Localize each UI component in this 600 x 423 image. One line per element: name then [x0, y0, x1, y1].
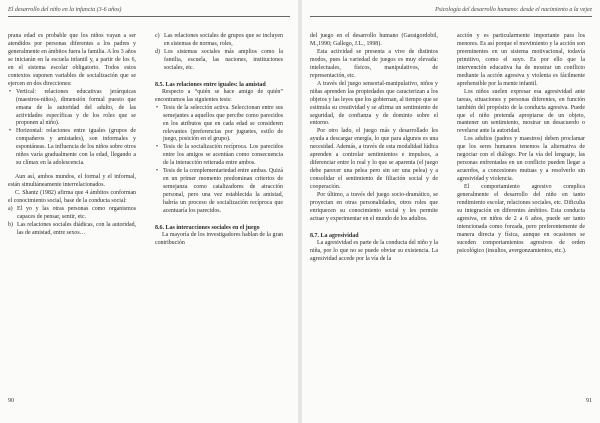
text-column [155, 33, 283, 248]
left-page [0, 0, 298, 423]
text-column [457, 33, 585, 256]
list-item: b) Las relaciones sociales diádicas, con la autoridad, las de amistad, entre sexos… [8, 221, 136, 236]
running-header: El desarrollo del niño en la infancia (3-6 años) [8, 7, 122, 13]
section-heading: 8.7. La agresividad [310, 232, 359, 239]
section-heading: 8.6. Las interacciones sociales en el juego [155, 225, 260, 232]
paragraph: Aun así, ambos mundos, el formal y el informal, están simultáneamente interrelacionados. [8, 174, 136, 189]
list-item: • Horizontal: relaciones entre iguales (grupos de compañeros y amistades), son informales y espontáneas. La influencia de los niños sobre otros niños varía gradualmente con la edad, llegando a su clímax en la adolescencia. [8, 128, 136, 168]
list-item: d) Los sistemas sociales más amplios como la familia, escuela, las naciones, instituciones sociales, etc. [155, 48, 283, 71]
page-number: 91 [586, 398, 592, 404]
paragraph: prana edad es probable que los niños vayan a ser atendidos por personas diferentes a los padres y generalmente en ámbitos fuera la familia. A los 3 años se iniciarán en la escuela infantil y, a partir de los 6, en el sistema escolar obligatorio. Todos estos contextos suponen variables de socialización que se ejercen en dos direcciones: [8, 33, 136, 87]
list-item: • Tesis de la selección activa. Seleccionan entre sus semejantes a aquellos que percibe como parecidos en los atributos que en cada edad se consideren relevantes (preferencias por juguetes, estilo de juego, posición en el grupo). [155, 105, 283, 145]
running-header: Psicología del desarrollo humano: desde el nacimiento a la vejez [435, 7, 592, 13]
bullet-list [8, 89, 136, 169]
page-number: 90 [8, 398, 14, 404]
lettered-list [155, 33, 283, 73]
section-heading: 8.5. Las relaciones entre iguales: la amistad [155, 81, 266, 88]
paragraph: El comportamiento agresivo complica generalmente el desarrollo del niño en tanto rendimiento escolar, relaciones sociales, etc. Dificulta su integración en diferentes ámbitos. Esta conducta agresiva, en niños de 2 a 6 años, puede ser tanto intencionada como forzada, pero preferentemente de manera directa y física, aunque en ocasiones se suceden comportamientos agresivos de orden psicológico (insultos, avergonzamientos, etc.). [457, 184, 585, 254]
right-page [302, 0, 600, 423]
bullet-list [155, 105, 283, 216]
paragraph: Los niños suelen expresar esa agresividad ante tareas, situaciones y personas diferentes, en función también del propósito de la conducta agresiva. Puede que el niño pretenda apropiarse de un objeto, mantener un sentimiento, mostrar un desacuerdo o revelarse ante la autoridad. [457, 88, 585, 135]
header-rule [310, 16, 592, 17]
paragraph: La agresividad es parte de la conducta del niño y la niña, por lo que no se puede obviar su existencia. La agresividad accede por la vía de la [310, 239, 438, 262]
lettered-list [8, 206, 136, 238]
paragraph: acción y es particularmente importante para los menores. Es así porque el movimiento y la acción son preeminentes en un sistema motivacional, todavía primitivo, como el suyo. Es por ello que la intervención educativa ha de mostrar un conflicto mediante la acción agresiva y violenta es fácilmente aprehensible por la mente infantil. [457, 33, 585, 87]
paragraph: A través del juego sensorial-manipulativo, niños y niñas aprenden las propiedades que caracterizan a los objetos y las leyes que los gobiernan, al tiempo que se estimula su creatividad y se afirma un sentimiento de seguridad, de confianza y de dominio sobre el entorno. [310, 80, 438, 127]
paragraph: La mayoría de los investigadores hablan de la gran contribución [155, 232, 283, 246]
paragraph: Por otro lado, el juego más y desarrollado les ayuda a descargar energía, lo que para algunos es una necesidad. Además, a través de esta modalidad lúdica aprenden a controlar sentimientos e impulsos, a diferenciar entre lo real y lo que se aparenta (el juego debe parecer una pelea pero sin ser una pelea) y a consolidar el sentimiento de filiación social y de cooperación. [310, 128, 438, 191]
paragraph: del juego en el desarrollo humano (Garaigordobil, M.,1990; Gallego, J.L., 1998). [310, 33, 438, 47]
list-item: • Tesis de la complementariedad entre ambas. Quizá en un primer momento predominan criterios de semejanza como catalizadores de atracción personal, pero una vez establecida la amistad, habría un proceso de socialización recíproca que acentuaría los parecidos. [155, 168, 283, 216]
paragraph: Esta actividad se presenta a vive de distintos modos, pues la variedad de juegos es muy elevada: intelectuales, físicos, manipulativos, de representación, etc. [310, 48, 438, 79]
list-item: • Vertical: relaciones educativas jerárquicas (maestros-niños), dimensión formal puesto que emana de la autoridad del adulto, de las actividades específicas y de los roles que se proponen al niño). [8, 89, 136, 129]
list-item: c) Las relaciones sociales de grupos que se incluyen en sistemas de normas, roles, [155, 33, 283, 47]
list-item: • Tesis de la socialización recíproca. Los parecidos entre los amigos se acentúan como consecuencia de la interacción reiterada entre ambos. [155, 144, 283, 168]
header-rule [8, 16, 290, 17]
paragraph: Los adultos (padres y maestros) deben proclamar que los seres humanos tenemos la alternativa de negociar con el diálogo. Por la vía del lenguaje, las personas enfrentadas en un conflicto pueden llegar a acuerdos, a concesiones mutuas y a resolverlo sin agresividad y violencia. [457, 136, 585, 183]
paragraph: Por último, a través del juego socio-dramático, se proyectan en otras personalidades, otros roles que enriquecen su conocimiento social y les permite actuar y experimentar en el mundo de los adultos. [310, 192, 438, 222]
list-item: a) El yo y las otras personas como organismos capaces de pensar, sentir, etc. [8, 206, 136, 220]
paragraph: C. Shantz (1982) afirma que 4 ámbitos conforman el conocimiento social, base de la conducta social: [8, 190, 136, 205]
paragraph: Respecto a “quién se hace amigo de quién” encontramos las siguientes tesis: [155, 88, 283, 103]
text-column [310, 33, 438, 264]
text-column [8, 33, 136, 238]
